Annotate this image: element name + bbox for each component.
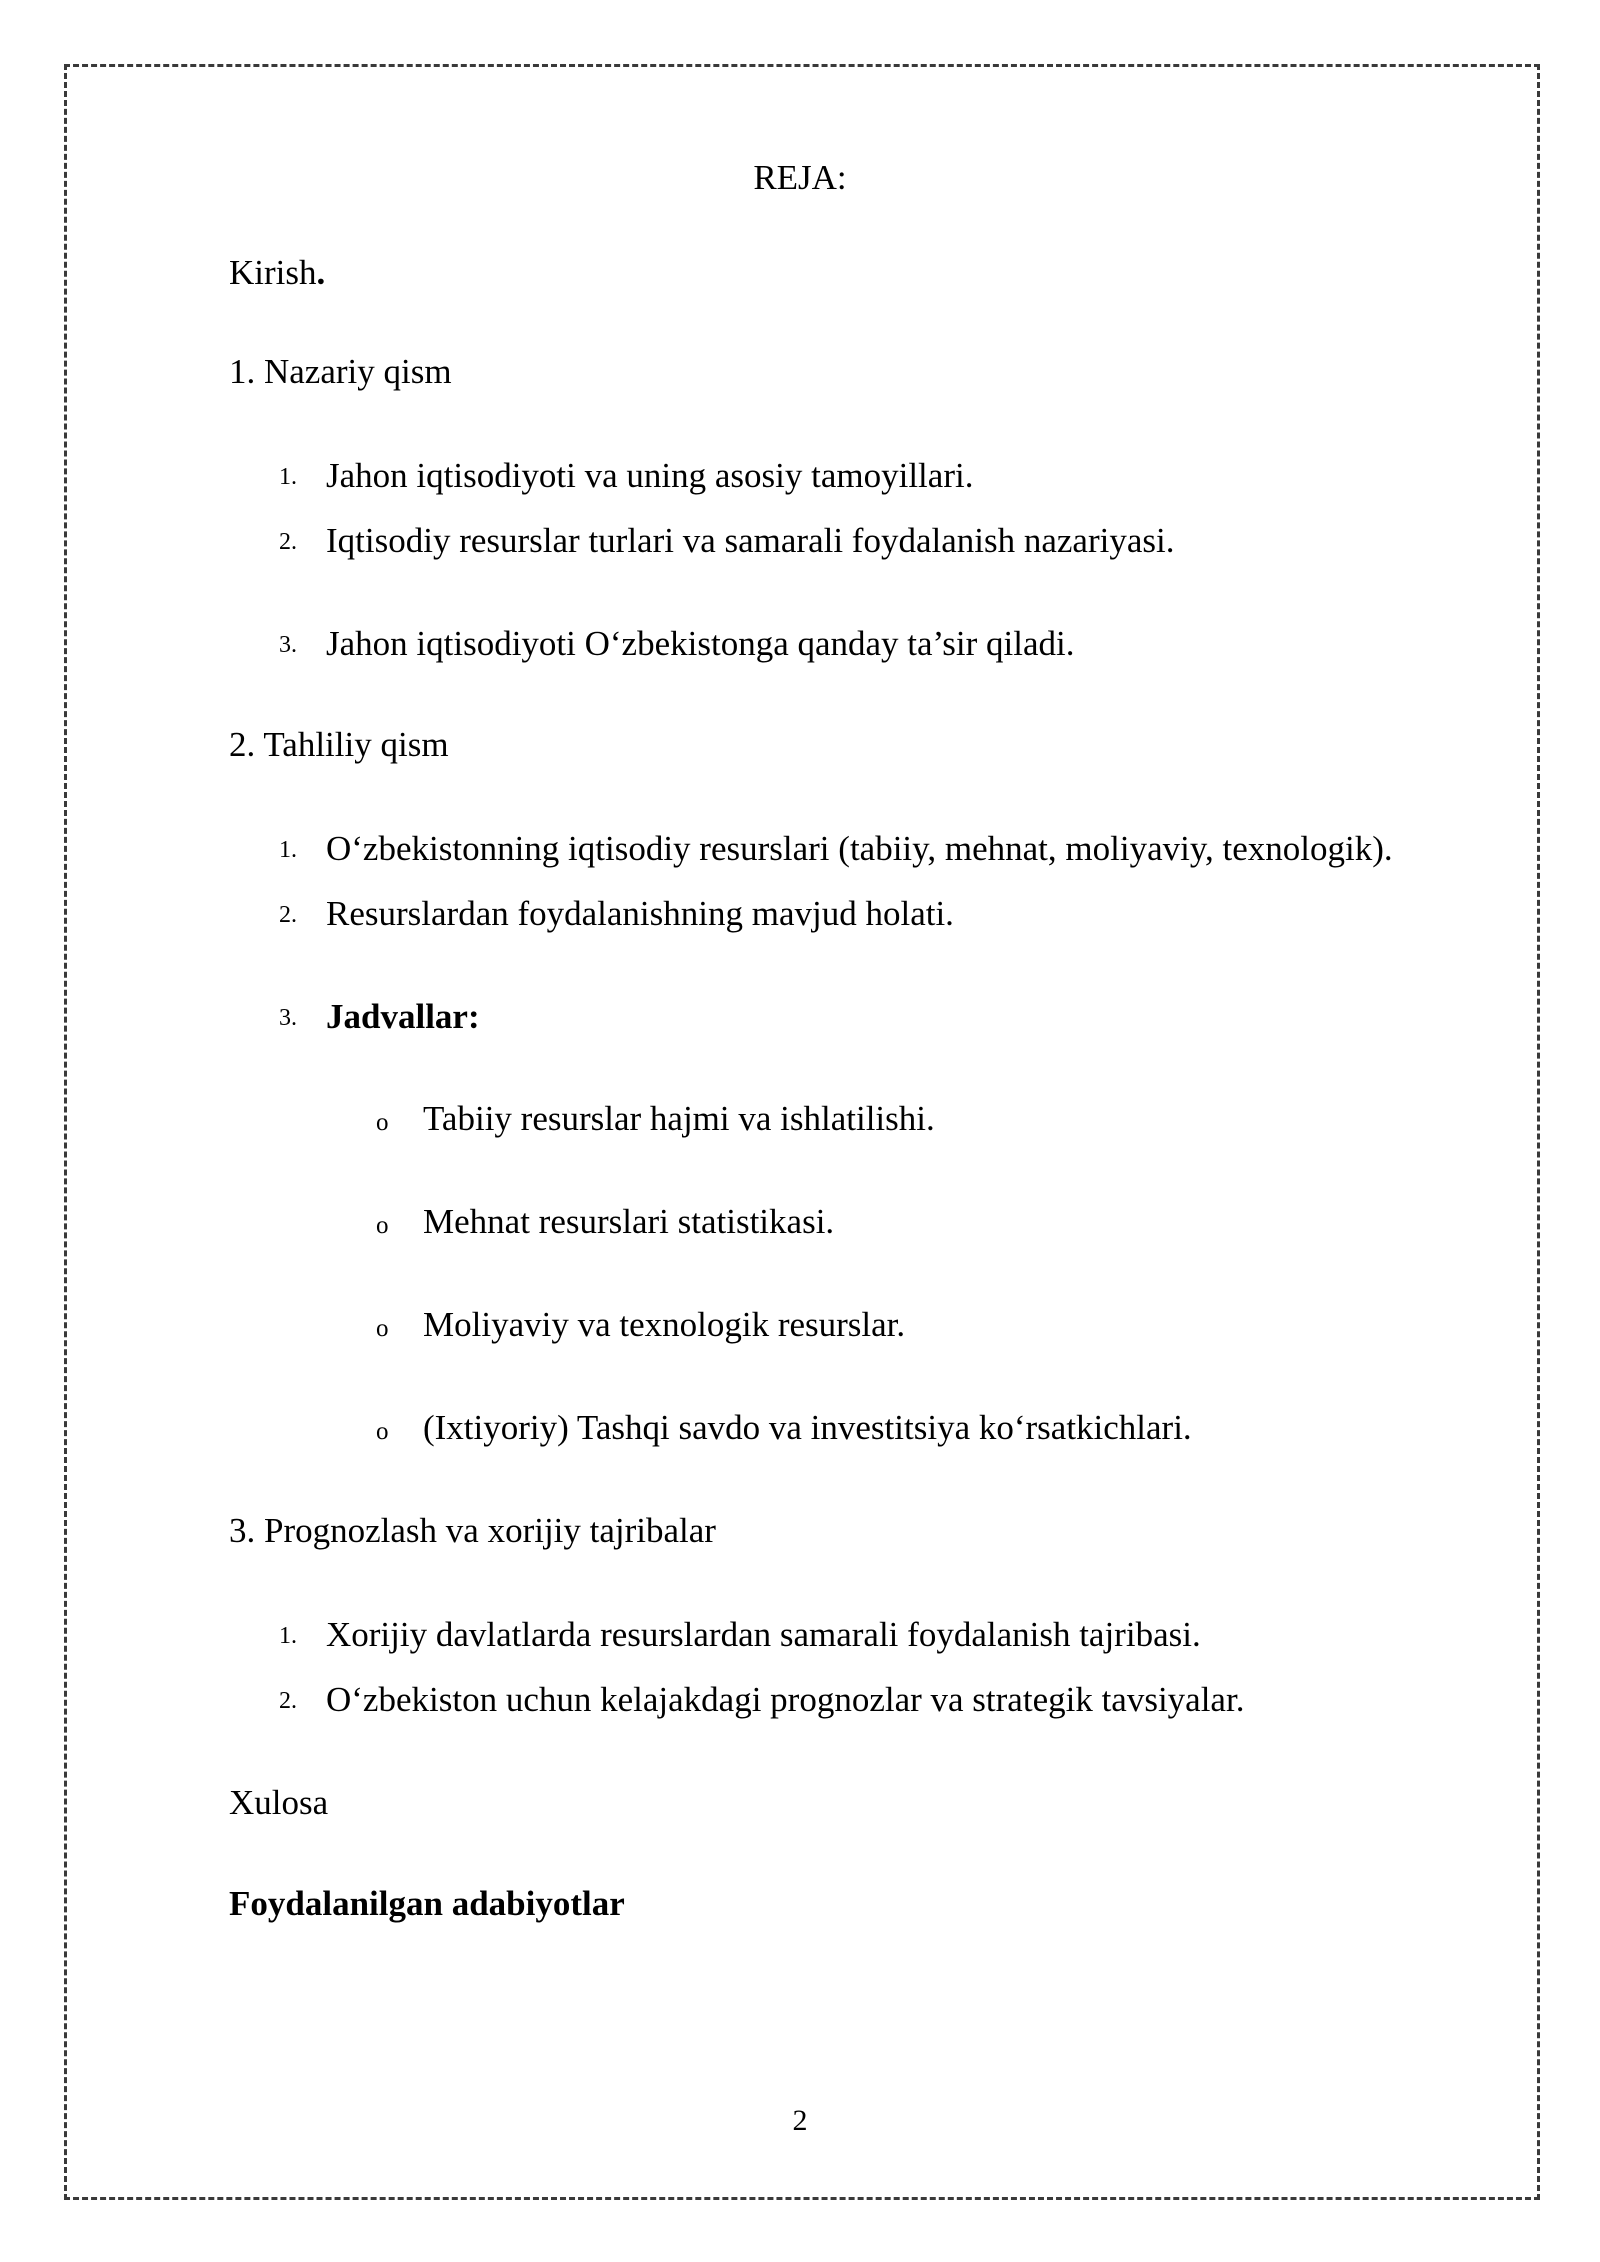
section2-heading: 2. Tahliliy qism (229, 725, 449, 764)
section2-item3-number: 3. (279, 1005, 297, 1031)
section2-item1-text: O‘zbekistonning iqtisodiy resurslari (tabiiy, mehnat, moliyaviy, texnologik). (326, 829, 1393, 868)
intro-heading (229, 255, 325, 290)
subitem4-bullet: o (376, 1418, 389, 1445)
section1-item2-text: Iqtisodiy resurslar turlari va samarali foydalanish nazariyasi. (326, 521, 1175, 560)
section2-item2-number: 2. (279, 902, 297, 928)
subitem2-bullet: o (376, 1212, 389, 1239)
subitem2-text: Mehnat resurslari statistikasi. (423, 1202, 835, 1241)
section1-item3-text: Jahon iqtisodiyoti O‘zbekistonga qanday ta’sir qiladi. (326, 624, 1075, 663)
section3-item1-text: Xorijiy davlatlarda resurslardan samarali foydalanish tajribasi. (326, 1615, 1201, 1654)
subitem3-bullet: o (376, 1315, 389, 1342)
references-heading: Foydalanilgan adabiyotlar (229, 1884, 625, 1923)
subitem4-text: (Ixtiyoriy) Tashqi savdo va investitsiya ko‘rsatkichlari. (423, 1408, 1192, 1447)
section1-item1-number: 1. (279, 464, 297, 490)
section3-item2-number: 2. (279, 1688, 297, 1714)
intro-dot: . (316, 253, 326, 292)
section2-item3-text: Jadvallar: (326, 997, 480, 1036)
section3-item1-number: 1. (279, 1623, 297, 1649)
section1-heading: 1. Nazariy qism (229, 352, 452, 391)
subitem1-bullet: o (376, 1109, 389, 1136)
section2-item1-number: 1. (279, 837, 297, 863)
page-title: REJA: (753, 158, 847, 197)
section1-item3-number: 3. (279, 632, 297, 658)
section3-heading: 3. Prognozlash va xorijiy tajribalar (229, 1511, 716, 1550)
section1-item2-number: 2. (279, 529, 297, 555)
subitem3-text: Moliyaviy va texnologik resurslar. (423, 1305, 906, 1344)
section2-item2-text: Resurslardan foydalanishning mavjud holati. (326, 894, 954, 933)
subitem1-text: Tabiiy resurslar hajmi va ishlatilishi. (423, 1099, 935, 1138)
conclusion-heading: Xulosa (229, 1783, 329, 1822)
section1-item1-text: Jahon iqtisodiyoti va uning asosiy tamoyillari. (326, 456, 974, 495)
section3-item2-text: O‘zbekiston uchun kelajakdagi prognozlar va strategik tavsiyalar. (326, 1680, 1245, 1719)
page-number: 2 (792, 2104, 808, 2137)
intro-text: Kirish (229, 253, 317, 292)
